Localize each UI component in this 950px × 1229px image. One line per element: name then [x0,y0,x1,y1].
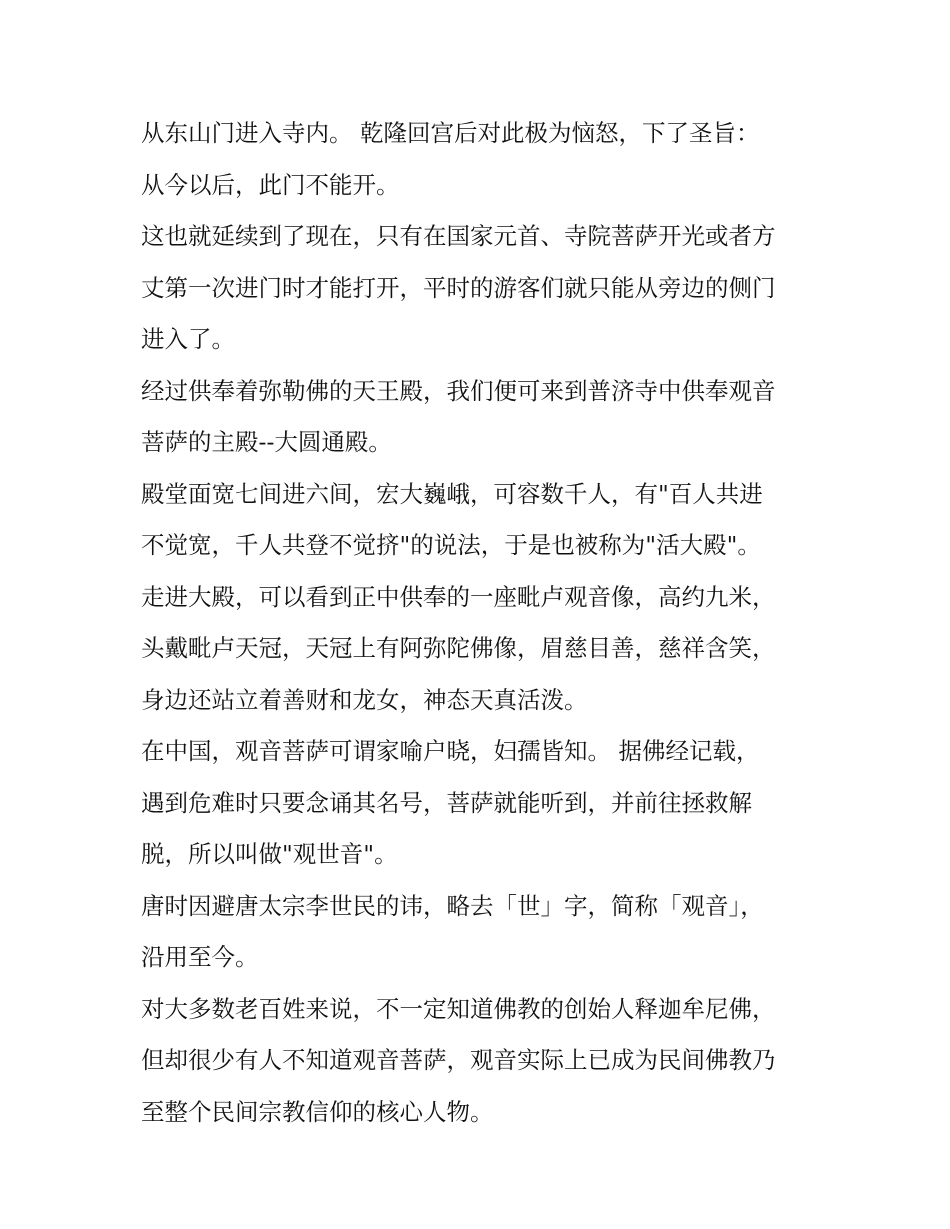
text-line: 不觉宽，千人共登不觉挤"的说法，于是也被称为"活大殿"。 [141,531,761,559]
text-line: 对大多数老百姓来说，不一定知道佛教的创始人释迦牟尼佛， [141,994,776,1023]
text-line: 走进大殿，可以看到正中供奉的一座毗卢观音像，高约九米， [141,582,776,611]
text-line: 菩萨的主殿--大圆通殿。 [141,428,392,456]
text-line: 从东山门进入寺内。 乾隆回宫后对此极为恼怒，下了圣旨： [141,119,760,147]
text-line: 但却很少有人不知道观音菩萨，观音实际上已成为民间佛教乃 [141,1046,776,1074]
text-line: 这也就延续到了现在，只有在国家元首、寺院菩萨开光或者方 [141,222,776,250]
text-line: 唐时因避唐太宗李世民的讳，略去「世」字，简称「观音」， [141,891,764,920]
text-line: 身边还站立着善财和龙女，神态天真活泼。 [141,685,588,714]
text-line: 脱，所以叫做"观世音"。 [141,840,398,868]
text-line: 从今以后，此门不能开。 [141,170,400,199]
text-line: 遇到危难时只要念诵其名号，菩萨就能听到，并前往拯救解 [141,788,752,817]
document-body [141,108,821,1138]
text-line: 丈第一次进门时才能打开，平时的游客们就只能从旁边的侧门 [141,273,776,302]
text-line: 经过供奉着弥勒佛的天王殿，我们便可来到普济寺中供奉观音 [141,376,776,405]
text-line: 在中国，观音菩萨可谓家喻户晓，妇孺皆知。 据佛经记载， [141,737,760,765]
text-line: 头戴毗卢天冠，天冠上有阿弥陀佛像，眉慈目善，慈祥含笑， [141,634,776,662]
text-line: 沿用至今。 [141,943,259,971]
text-line: 至整个民间宗教信仰的核心人物。 [141,1097,494,1126]
text-line: 进入了。 [141,325,235,353]
text-line: 殿堂面宽七间进六间，宏大巍峨，可容数千人，有"百人共进 [141,479,763,508]
